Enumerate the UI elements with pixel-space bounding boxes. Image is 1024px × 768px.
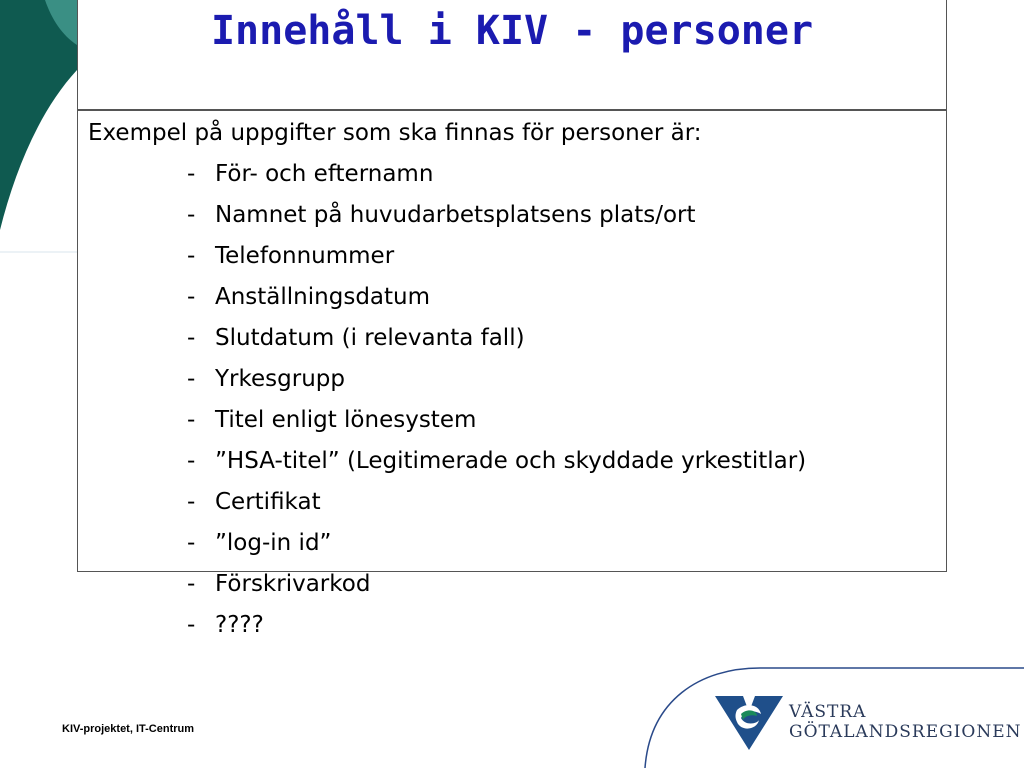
list-item-text: För- och efternamn bbox=[215, 161, 434, 187]
list-item bbox=[187, 366, 806, 407]
list-item-text: Telefonnummer bbox=[215, 243, 395, 269]
list-item-text: Namnet på huvudarbetsplatsens plats/ort bbox=[215, 202, 696, 228]
logo-line1: VÄSTRA bbox=[789, 702, 867, 722]
item-list bbox=[187, 161, 806, 653]
list-item-text: ”HSA-titel” (Legitimerade och skyddade yrkestitlar) bbox=[215, 448, 807, 474]
list-item bbox=[187, 284, 806, 325]
list-item-text: ”log-in id” bbox=[215, 530, 332, 556]
list-item-text: Förskrivarkod bbox=[215, 571, 371, 597]
list-item bbox=[187, 571, 806, 612]
intro-text: Exempel på uppgifter som ska finnas för personer är: bbox=[88, 120, 702, 146]
bullet-dash: - bbox=[187, 571, 196, 597]
bullet-dash: - bbox=[187, 489, 196, 515]
list-item-text: Yrkesgrupp bbox=[215, 366, 345, 392]
bullet-dash: - bbox=[187, 530, 196, 556]
vgr-logo bbox=[715, 692, 1022, 752]
list-item bbox=[187, 489, 806, 530]
list-item bbox=[187, 530, 806, 571]
list-item-text: ???? bbox=[215, 612, 264, 638]
footer-text: KIV-projektet, IT-Centrum bbox=[62, 723, 195, 735]
logo-line2: GÖTALANDSREGIONEN bbox=[789, 722, 1022, 742]
bullet-dash: - bbox=[187, 161, 196, 187]
list-item bbox=[187, 448, 806, 489]
vgr-logo-icon bbox=[715, 692, 783, 752]
list-item-text: Slutdatum (i relevanta fall) bbox=[215, 325, 525, 351]
bullet-dash: - bbox=[187, 284, 196, 310]
bullet-dash: - bbox=[187, 366, 196, 392]
bullet-dash: - bbox=[187, 448, 196, 474]
slide-title: Innehåll i KIV - personer bbox=[210, 8, 814, 54]
list-item bbox=[187, 243, 806, 284]
list-item-text: Titel enligt lönesystem bbox=[215, 407, 477, 433]
bullet-dash: - bbox=[187, 325, 196, 351]
list-item bbox=[187, 325, 806, 366]
bullet-dash: - bbox=[187, 612, 196, 638]
title-box bbox=[77, 0, 947, 110]
bullet-dash: - bbox=[187, 243, 196, 269]
list-item-text: Anställningsdatum bbox=[215, 284, 431, 310]
vgr-logo-text bbox=[789, 702, 1022, 742]
list-item bbox=[187, 407, 806, 448]
list-item bbox=[187, 612, 806, 653]
list-item-text: Certifikat bbox=[215, 489, 321, 515]
bullet-dash: - bbox=[187, 407, 196, 433]
list-item bbox=[187, 202, 806, 243]
bullet-dash: - bbox=[187, 202, 196, 228]
list-item bbox=[187, 161, 806, 202]
